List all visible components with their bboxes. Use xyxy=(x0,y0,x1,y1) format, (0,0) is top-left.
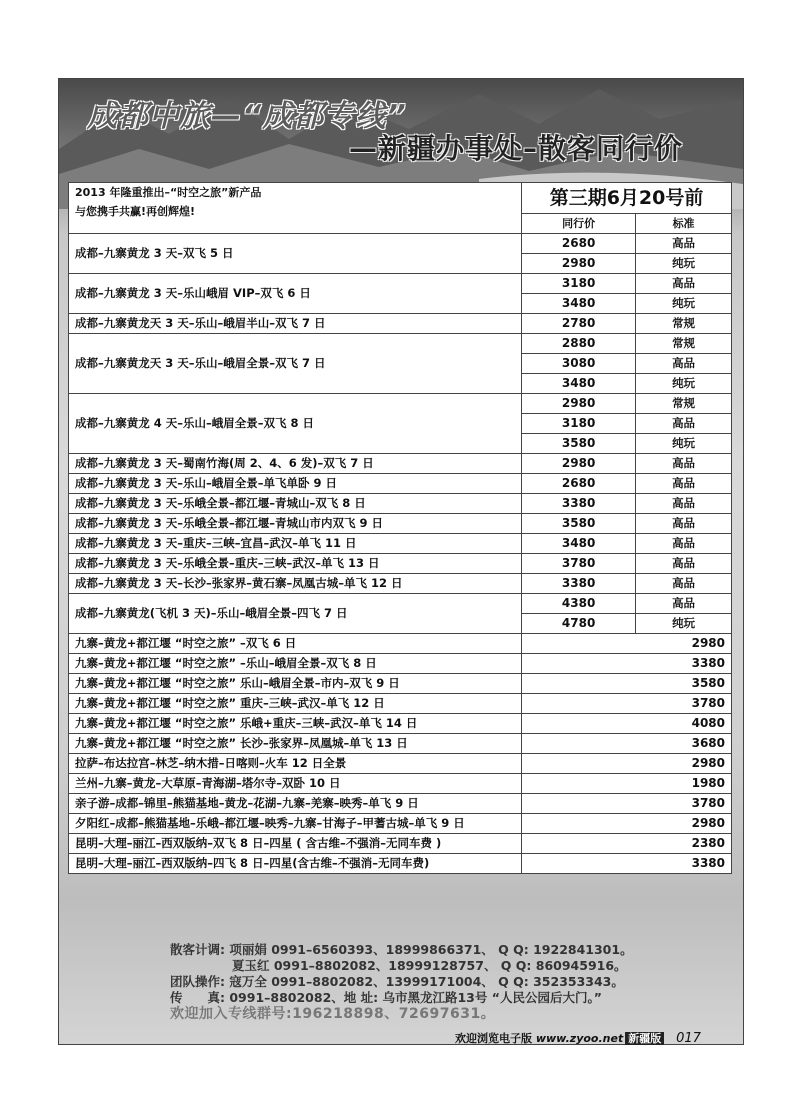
table-row xyxy=(69,554,732,574)
route-standard: 高品 xyxy=(636,494,732,514)
promo-cell xyxy=(69,183,522,234)
route-name: 成都–九寨黄龙 4 天–乐山–峨眉全景–双飞 8 日 xyxy=(69,394,522,454)
table-row xyxy=(69,314,732,334)
table-row xyxy=(69,654,732,674)
footer-edition-badge: 新疆版 xyxy=(625,1032,664,1045)
route-price: 2980 xyxy=(522,394,636,414)
table-row xyxy=(69,634,732,654)
contact-block xyxy=(170,942,633,1022)
route-name: 九寨–黄龙+都江堰 “时空之旅” 重庆–三峡–武汉–单飞 12 日 xyxy=(69,694,522,714)
route-name: 九寨–黄龙+都江堰 “时空之旅” 长沙–张家界–凤凰城–单飞 13 日 xyxy=(69,734,522,754)
table-row xyxy=(69,574,732,594)
route-standard: 纯玩 xyxy=(636,254,732,274)
route-price: 2980 xyxy=(522,754,732,774)
route-name: 成都–九寨黄龙 3 天–乐峨全景–都江堰–青城山–双飞 8 日 xyxy=(69,494,522,514)
promo-line-2: 与您携手共赢!再创辉煌! xyxy=(75,205,196,218)
route-price: 3780 xyxy=(522,694,732,714)
route-price: 2980 xyxy=(522,454,636,474)
route-price: 1980 xyxy=(522,774,732,794)
route-price: 3780 xyxy=(522,794,732,814)
route-price: 3080 xyxy=(522,354,636,374)
route-price: 3180 xyxy=(522,274,636,294)
contact-line-4: 传 真: 0991–8802082、地 址: 乌市黑龙江路13号 “人民公园后大门。” xyxy=(170,990,602,1005)
route-name: 成都–九寨黄龙 3 天–双飞 5 日 xyxy=(69,234,522,274)
route-standard: 高品 xyxy=(636,414,732,434)
header-title-sub: —新疆办事处–散客同行价 xyxy=(349,132,684,165)
route-price: 2680 xyxy=(522,234,636,254)
route-name: 成都–九寨黄龙(飞机 3 天)–乐山–峨眉全景–四飞 7 日 xyxy=(69,594,522,634)
route-standard: 常规 xyxy=(636,314,732,334)
route-price: 4780 xyxy=(522,614,636,634)
route-name: 成都–九寨黄龙 3 天–乐峨全景–重庆–三峡–武汉–单飞 13 日 xyxy=(69,554,522,574)
footer xyxy=(455,1030,701,1046)
route-price: 3380 xyxy=(522,854,732,874)
route-price: 3580 xyxy=(522,514,636,534)
table-row xyxy=(69,594,732,614)
route-price: 3380 xyxy=(522,654,732,674)
route-name: 九寨–黄龙+都江堰 “时空之旅” –乐山–峨眉全景–双飞 8 日 xyxy=(69,654,522,674)
table-row xyxy=(69,814,732,834)
table-row xyxy=(69,334,732,354)
route-price: 3480 xyxy=(522,534,636,554)
route-name: 昆明–大理–丽江–西双版纳–四飞 8 日–四星(含古维–不强消–无同车费) xyxy=(69,854,522,874)
route-standard: 高品 xyxy=(636,594,732,614)
route-price: 2980 xyxy=(522,634,732,654)
route-name: 成都–九寨黄龙 3 天–乐山峨眉 VIP–双飞 6 日 xyxy=(69,274,522,314)
route-price: 2980 xyxy=(522,254,636,274)
route-name: 成都–九寨黄龙 3 天–乐峨全景–都江堰–青城山市内双飞 9 日 xyxy=(69,514,522,534)
table-row xyxy=(69,274,732,294)
route-standard: 高品 xyxy=(636,554,732,574)
route-name: 成都–九寨黄龙天 3 天–乐山–峨眉全景–双飞 7 日 xyxy=(69,334,522,394)
promo-line-1: 2013 年隆重推出–“时空之旅”新产品 xyxy=(75,186,262,199)
route-standard: 高品 xyxy=(636,234,732,254)
table-row xyxy=(69,674,732,694)
route-name: 成都–九寨黄龙 3 天–长沙–张家界–黄石寨–凤凰古城–单飞 12 日 xyxy=(69,574,522,594)
column-header-price: 同行价 xyxy=(522,214,636,234)
route-price: 4380 xyxy=(522,594,636,614)
route-name: 夕阳红–成都–熊猫基地–乐峨–都江堰–映秀–九寨–甘海子–甲蓍古城–单飞 9 日 xyxy=(69,814,522,834)
table-header-row xyxy=(69,183,732,214)
route-price: 2880 xyxy=(522,334,636,354)
period-heading: 第三期6月20号前 xyxy=(522,183,732,214)
table-row xyxy=(69,234,732,254)
contact-line-2: 夏玉红 0991–8802082、18999128757、 Q Q: 860945916。 xyxy=(232,958,627,973)
route-standard: 高品 xyxy=(636,354,732,374)
route-name: 九寨–黄龙+都江堰 “时空之旅” –双飞 6 日 xyxy=(69,634,522,654)
route-name: 成都–九寨黄龙 3 天–重庆–三峡–宜昌–武汉–单飞 11 日 xyxy=(69,534,522,554)
table-row xyxy=(69,734,732,754)
contact-line-3: 团队操作: 寇万全 0991–8802082、13999171004、 Q Q: 352353343。 xyxy=(170,974,624,989)
route-price: 3480 xyxy=(522,374,636,394)
route-price: 3580 xyxy=(522,434,636,454)
footer-url[interactable]: www.zyoo.net xyxy=(535,1032,624,1045)
table-row xyxy=(69,454,732,474)
route-price: 3380 xyxy=(522,494,636,514)
route-name: 成都–九寨黄龙 3 天–蜀南竹海(周 2、4、6 发)–双飞 7 日 xyxy=(69,454,522,474)
route-price: 4080 xyxy=(522,714,732,734)
route-name: 成都–九寨黄龙 3 天–乐山–峨眉全景–单飞单卧 9 日 xyxy=(69,474,522,494)
route-price: 3580 xyxy=(522,674,732,694)
route-price: 3380 xyxy=(522,574,636,594)
table-row xyxy=(69,514,732,534)
header-title-main: 成都中旅—“成都专线” xyxy=(87,99,407,134)
route-name: 拉萨–布达拉宫–林芝–纳木措–日喀则–火车 12 日全景 xyxy=(69,754,522,774)
route-price: 2380 xyxy=(522,834,732,854)
table-row xyxy=(69,774,732,794)
route-name: 兰州–九寨–黄龙–大草原–青海湖–塔尔寺–双卧 10 日 xyxy=(69,774,522,794)
route-standard: 常规 xyxy=(636,334,732,354)
route-price: 3180 xyxy=(522,414,636,434)
route-standard: 高品 xyxy=(636,454,732,474)
route-standard: 高品 xyxy=(636,474,732,494)
route-standard: 纯玩 xyxy=(636,294,732,314)
route-name: 九寨–黄龙+都江堰 “时空之旅” 乐峨+重庆–三峡–武汉–单飞 14 日 xyxy=(69,714,522,734)
route-standard: 纯玩 xyxy=(636,614,732,634)
table-row xyxy=(69,794,732,814)
route-standard: 高品 xyxy=(636,534,732,554)
page-number: 017 xyxy=(676,1031,701,1046)
route-standard: 高品 xyxy=(636,514,732,534)
footer-label: 欢迎浏览电子版 xyxy=(455,1032,532,1045)
route-name: 成都–九寨黄龙天 3 天–乐山–峨眉半山–双飞 7 日 xyxy=(69,314,522,334)
route-price: 2680 xyxy=(522,474,636,494)
route-name: 九寨–黄龙+都江堰 “时空之旅” 乐山–峨眉全景–市内–双飞 9 日 xyxy=(69,674,522,694)
contact-group-numbers: 欢迎加入专线群号:196218898、72697631。 xyxy=(170,1006,496,1022)
route-name: 昆明–大理–丽江–西双版纳–双飞 8 日–四星 ( 含古维–不强消–无同车费 ) xyxy=(69,834,522,854)
table-row xyxy=(69,714,732,734)
route-standard: 常规 xyxy=(636,394,732,414)
route-price: 2780 xyxy=(522,314,636,334)
table-row xyxy=(69,534,732,554)
table-row xyxy=(69,854,732,874)
route-standard: 高品 xyxy=(636,274,732,294)
table-row xyxy=(69,474,732,494)
table-row xyxy=(69,834,732,854)
route-price: 3480 xyxy=(522,294,636,314)
table-row xyxy=(69,394,732,414)
route-standard: 纯玩 xyxy=(636,434,732,454)
table-row xyxy=(69,754,732,774)
route-price: 2980 xyxy=(522,814,732,834)
route-name: 亲子游–成都–锦里–熊猫基地–黄龙–花湖–九寨–羌寨–映秀–单飞 9 日 xyxy=(69,794,522,814)
price-table xyxy=(68,182,732,874)
table-row xyxy=(69,494,732,514)
table-row xyxy=(69,694,732,714)
route-standard: 纯玩 xyxy=(636,374,732,394)
route-price: 3680 xyxy=(522,734,732,754)
route-standard: 高品 xyxy=(636,574,732,594)
route-price: 3780 xyxy=(522,554,636,574)
column-header-standard: 标准 xyxy=(636,214,732,234)
contact-line-1: 散客计调: 项丽娟 0991–6560393、18999866371、 Q Q: 1922841301。 xyxy=(170,942,633,957)
